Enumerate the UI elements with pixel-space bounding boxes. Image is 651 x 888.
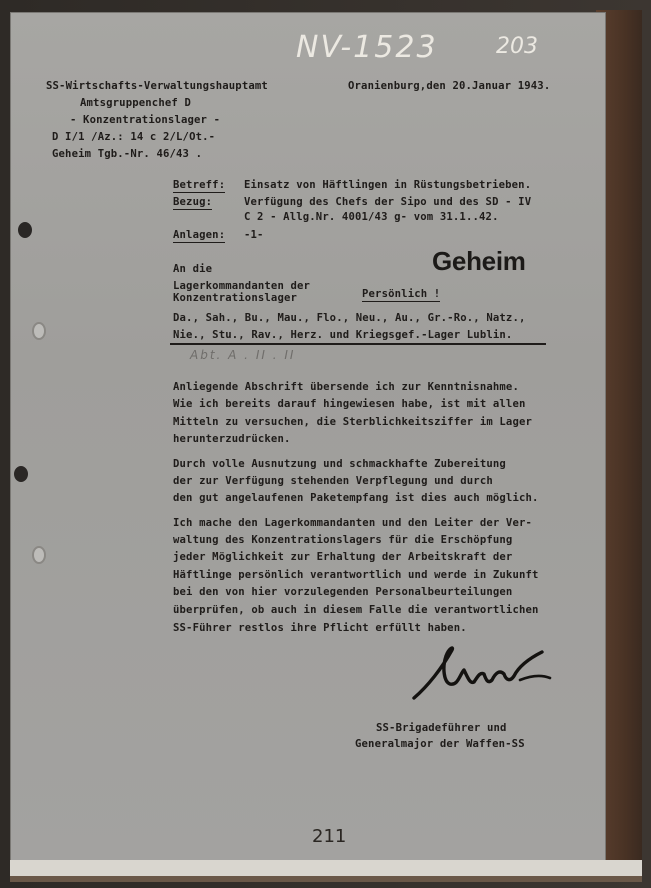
punch-hole [14, 466, 28, 482]
anlagen-text: -1- [244, 229, 264, 241]
anlagen-label: Anlagen: [173, 229, 226, 241]
secret-journal-number: Geheim Tgb.-Nr. 46/43 . [52, 148, 203, 160]
camp-list-underline [170, 343, 546, 345]
body-line: Anliegende Abschrift übersende ich zur Kenntnisnahme. [173, 381, 519, 393]
addressee-line: Konzentrationslager [173, 292, 298, 304]
bezug-label: Bezug: [173, 196, 213, 208]
persoenlich-mark: Persönlich ! [362, 288, 441, 300]
reference-number: D I/1 /Az.: 14 c 2/L/Ot.- [52, 131, 216, 143]
betreff-text: Einsatz von Häftlingen in Rüstungsbetrieben. [244, 179, 532, 191]
body-line: bei den von hier vorzulegenden Personalbeurteilungen [173, 586, 513, 598]
body-line: den gut angelaufenen Paketempfang ist dies auch möglich. [173, 492, 539, 504]
place-date: Oranienburg,den 20.Januar 1943. [348, 80, 551, 92]
geheim-stamp: Geheim [432, 246, 526, 276]
body-line: jeder Möglichkeit zur Erhaltung der Arbeitskraft der [173, 551, 513, 563]
body-line: der zur Verfügung stehenden Verpflegung und durch [173, 475, 493, 487]
handwritten-signature [408, 640, 558, 704]
letterhead-line: - Konzentrationslager - [70, 114, 221, 126]
archive-folio-number: 211 [312, 826, 347, 847]
betreff-label: Betreff: [173, 179, 226, 191]
archive-page-number: 203 [496, 34, 538, 59]
camp-list-line: Nie., Stu., Rav., Herz. und Kriegsgef.-Lager Lublin. [173, 329, 513, 341]
body-line: Durch volle Ausnutzung und schmackhafte Zubereitung [173, 458, 506, 470]
letterhead-line: Amtsgruppenchef D [80, 97, 191, 109]
letterhead-line: SS-Wirtschafts-Verwaltungshauptamt [46, 80, 268, 92]
body-line: waltung des Konzentrationslagers für die Erschöpfung [173, 534, 513, 546]
punch-hole-ring [32, 546, 46, 564]
addressee-line: Lagerkommandanten der [173, 280, 311, 292]
archive-file-code: NV-1523 [296, 30, 438, 65]
signature-rank: SS-Brigadeführer und [376, 722, 507, 734]
addressee-line: An die [173, 263, 213, 275]
body-line: Mitteln zu versuchen, die Sterblichkeitsziffer im Lager [173, 416, 533, 428]
handwritten-reference: Abt. A . II . II [190, 348, 296, 362]
punch-hole [18, 222, 32, 238]
body-line: herunterzudrücken. [173, 433, 291, 445]
body-line: überprüfen, ob auch in diesem Falle die verantwortlichen [173, 604, 539, 616]
body-line: Wie ich bereits darauf hingewiesen habe, ist mit allen [173, 398, 526, 410]
body-line: Ich mache den Lagerkommandanten und den Leiter der Ver- [173, 517, 533, 529]
signature-rank: Generalmajor der Waffen-SS [355, 738, 525, 750]
punch-hole-ring [32, 322, 46, 340]
bezug-line: C 2 - Allg.Nr. 4001/43 g- vom 31.1..42. [244, 211, 499, 223]
body-line: SS-Führer restlos ihre Pflicht erfüllt haben. [173, 622, 467, 634]
camp-list-line: Da., Sah., Bu., Mau., Flo., Neu., Au., Gr.-Ro., Natz., [173, 312, 526, 324]
page-bottom-margin [10, 860, 642, 876]
body-line: Häftlinge persönlich verantwortlich und werde in Zukunft [173, 569, 539, 581]
page-bottom-edge [10, 876, 642, 882]
bezug-line: Verfügung des Chefs der Sipo und des SD - IV [244, 196, 532, 208]
